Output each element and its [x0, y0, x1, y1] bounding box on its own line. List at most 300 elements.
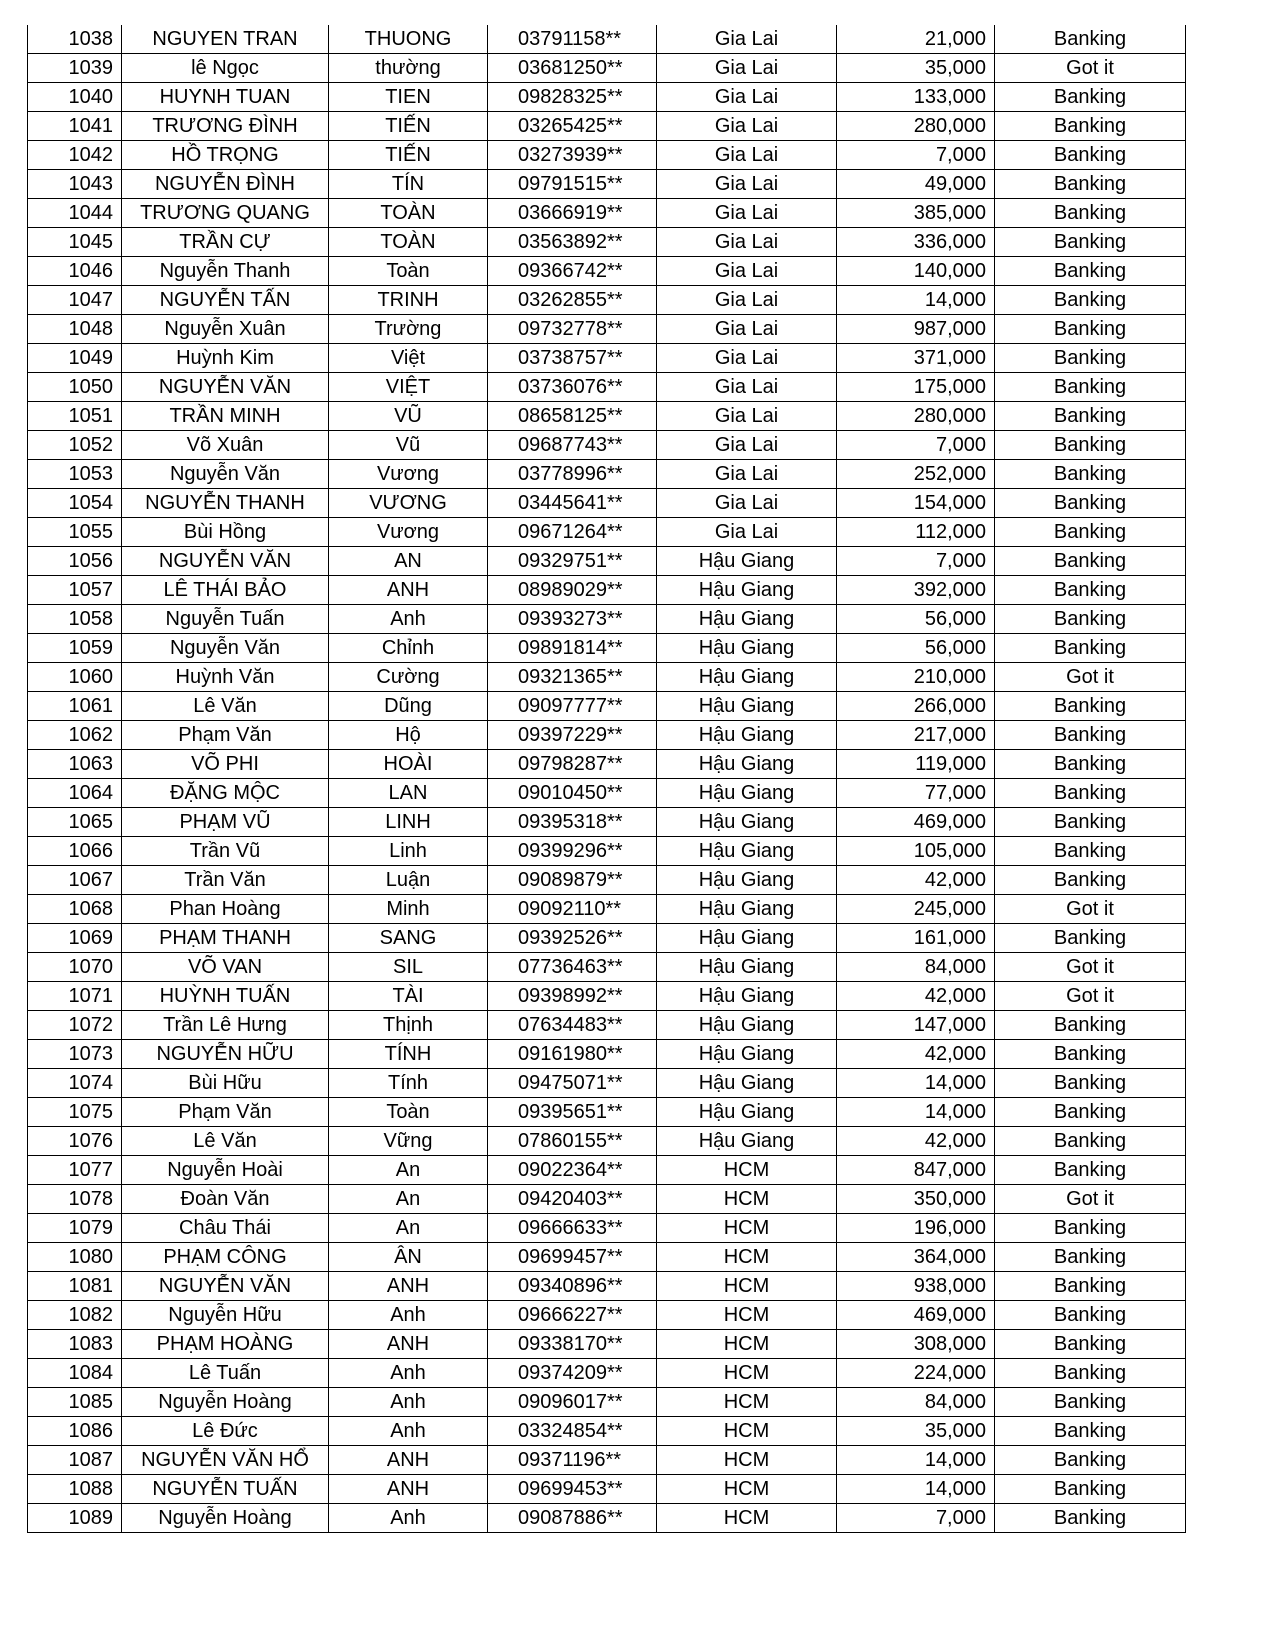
amount-cell: 938,000: [837, 1272, 995, 1301]
phone-cell: 09374209**: [488, 1359, 657, 1388]
row-number: 1047: [28, 286, 122, 315]
row-number: 1085: [28, 1388, 122, 1417]
phone-cell: 09798287**: [488, 750, 657, 779]
province-cell: Hậu Giang: [657, 1098, 837, 1127]
phone-cell: 09791515**: [488, 170, 657, 199]
surname-cell: VÕ PHI: [122, 750, 329, 779]
surname-cell: PHẠM CÔNG: [122, 1243, 329, 1272]
amount-cell: 987,000: [837, 315, 995, 344]
table-row: [28, 1330, 1186, 1359]
method-cell: Banking: [995, 402, 1186, 431]
phone-cell: 03666919**: [488, 199, 657, 228]
given-name-cell: Vương: [329, 518, 488, 547]
given-name-cell: An: [329, 1214, 488, 1243]
phone-cell: 09096017**: [488, 1388, 657, 1417]
province-cell: Hậu Giang: [657, 1040, 837, 1069]
table-row: [28, 1127, 1186, 1156]
given-name-cell: LINH: [329, 808, 488, 837]
table-row: [28, 866, 1186, 895]
method-cell: Banking: [995, 1214, 1186, 1243]
row-number: 1044: [28, 199, 122, 228]
surname-cell: Trần Vũ: [122, 837, 329, 866]
method-cell: Banking: [995, 547, 1186, 576]
surname-cell: Võ Xuân: [122, 431, 329, 460]
phone-cell: 09687743**: [488, 431, 657, 460]
surname-cell: Nguyễn Văn: [122, 634, 329, 663]
amount-cell: 266,000: [837, 692, 995, 721]
given-name-cell: HOÀI: [329, 750, 488, 779]
row-number: 1057: [28, 576, 122, 605]
given-name-cell: THUONG: [329, 25, 488, 54]
surname-cell: ĐẶNG MỘC: [122, 779, 329, 808]
amount-cell: 56,000: [837, 605, 995, 634]
surname-cell: VÕ VAN: [122, 953, 329, 982]
method-cell: Banking: [995, 257, 1186, 286]
surname-cell: Bùi Hồng: [122, 518, 329, 547]
row-number: 1061: [28, 692, 122, 721]
method-cell: Banking: [995, 286, 1186, 315]
given-name-cell: TIẾN: [329, 112, 488, 141]
province-cell: HCM: [657, 1475, 837, 1504]
method-cell: Banking: [995, 431, 1186, 460]
table-row: [28, 1272, 1186, 1301]
amount-cell: 469,000: [837, 1301, 995, 1330]
row-number: 1055: [28, 518, 122, 547]
method-cell: Banking: [995, 1040, 1186, 1069]
province-cell: Hậu Giang: [657, 982, 837, 1011]
phone-cell: 09395318**: [488, 808, 657, 837]
amount-cell: 42,000: [837, 982, 995, 1011]
amount-cell: 196,000: [837, 1214, 995, 1243]
phone-cell: 09666633**: [488, 1214, 657, 1243]
province-cell: Gia Lai: [657, 83, 837, 112]
row-number: 1070: [28, 953, 122, 982]
row-number: 1060: [28, 663, 122, 692]
method-cell: Banking: [995, 141, 1186, 170]
row-number: 1038: [28, 25, 122, 54]
given-name-cell: ÂN: [329, 1243, 488, 1272]
province-cell: Gia Lai: [657, 170, 837, 199]
phone-cell: 09087886**: [488, 1504, 657, 1533]
table-row: [28, 692, 1186, 721]
method-cell: Banking: [995, 692, 1186, 721]
method-cell: Banking: [995, 83, 1186, 112]
phone-cell: 09161980**: [488, 1040, 657, 1069]
given-name-cell: TÀI: [329, 982, 488, 1011]
amount-cell: 147,000: [837, 1011, 995, 1040]
table-row: [28, 1011, 1186, 1040]
method-cell: Banking: [995, 518, 1186, 547]
table-row: [28, 605, 1186, 634]
province-cell: Gia Lai: [657, 489, 837, 518]
given-name-cell: Minh: [329, 895, 488, 924]
given-name-cell: Toàn: [329, 1098, 488, 1127]
table-row: [28, 779, 1186, 808]
row-number: 1062: [28, 721, 122, 750]
method-cell: Banking: [995, 344, 1186, 373]
table-row: [28, 228, 1186, 257]
amount-cell: 7,000: [837, 547, 995, 576]
table-row: [28, 257, 1186, 286]
phone-cell: 09329751**: [488, 547, 657, 576]
row-number: 1065: [28, 808, 122, 837]
province-cell: Gia Lai: [657, 518, 837, 547]
amount-cell: 35,000: [837, 54, 995, 83]
row-number: 1059: [28, 634, 122, 663]
row-number: 1089: [28, 1504, 122, 1533]
surname-cell: Phạm Văn: [122, 721, 329, 750]
phone-cell: 03791158**: [488, 25, 657, 54]
row-number: 1072: [28, 1011, 122, 1040]
method-cell: Got it: [995, 663, 1186, 692]
province-cell: HCM: [657, 1185, 837, 1214]
table-row: [28, 895, 1186, 924]
table-row: [28, 750, 1186, 779]
surname-cell: HỒ TRỌNG: [122, 141, 329, 170]
method-cell: Banking: [995, 779, 1186, 808]
province-cell: Hậu Giang: [657, 750, 837, 779]
table-row: [28, 1040, 1186, 1069]
phone-cell: 09398992**: [488, 982, 657, 1011]
row-number: 1039: [28, 54, 122, 83]
table-row: [28, 1417, 1186, 1446]
phone-cell: 03273939**: [488, 141, 657, 170]
amount-cell: 210,000: [837, 663, 995, 692]
amount-cell: 77,000: [837, 779, 995, 808]
surname-cell: PHẠM HOÀNG: [122, 1330, 329, 1359]
method-cell: Banking: [995, 576, 1186, 605]
surname-cell: Nguyễn Thanh: [122, 257, 329, 286]
phone-cell: 07634483**: [488, 1011, 657, 1040]
table-row: [28, 315, 1186, 344]
amount-cell: 252,000: [837, 460, 995, 489]
table-row: [28, 518, 1186, 547]
surname-cell: Nguyễn Hữu: [122, 1301, 329, 1330]
table-row: [28, 1301, 1186, 1330]
surname-cell: TRẦN CỰ: [122, 228, 329, 257]
surname-cell: Nguyễn Hoàng: [122, 1388, 329, 1417]
amount-cell: 133,000: [837, 83, 995, 112]
surname-cell: NGUYỄN VĂN: [122, 1272, 329, 1301]
surname-cell: TRƯƠNG QUANG: [122, 199, 329, 228]
row-number: 1048: [28, 315, 122, 344]
method-cell: Banking: [995, 1446, 1186, 1475]
method-cell: Banking: [995, 750, 1186, 779]
row-number: 1079: [28, 1214, 122, 1243]
amount-cell: 280,000: [837, 402, 995, 431]
amount-cell: 49,000: [837, 170, 995, 199]
amount-cell: 21,000: [837, 25, 995, 54]
phone-cell: 03736076**: [488, 373, 657, 402]
given-name-cell: TRINH: [329, 286, 488, 315]
method-cell: Banking: [995, 837, 1186, 866]
row-number: 1053: [28, 460, 122, 489]
row-number: 1084: [28, 1359, 122, 1388]
province-cell: Gia Lai: [657, 373, 837, 402]
given-name-cell: ANH: [329, 576, 488, 605]
province-cell: HCM: [657, 1330, 837, 1359]
phone-cell: 09671264**: [488, 518, 657, 547]
given-name-cell: Thịnh: [329, 1011, 488, 1040]
row-number: 1069: [28, 924, 122, 953]
given-name-cell: TOÀN: [329, 228, 488, 257]
row-number: 1067: [28, 866, 122, 895]
table-row: [28, 54, 1186, 83]
row-number: 1054: [28, 489, 122, 518]
phone-cell: 09828325**: [488, 83, 657, 112]
province-cell: Gia Lai: [657, 315, 837, 344]
phone-cell: 09092110**: [488, 895, 657, 924]
given-name-cell: TÍNH: [329, 1040, 488, 1069]
province-cell: Gia Lai: [657, 228, 837, 257]
amount-cell: 469,000: [837, 808, 995, 837]
given-name-cell: Vững: [329, 1127, 488, 1156]
method-cell: Banking: [995, 112, 1186, 141]
row-number: 1074: [28, 1069, 122, 1098]
amount-cell: 42,000: [837, 1040, 995, 1069]
province-cell: Hậu Giang: [657, 779, 837, 808]
province-cell: HCM: [657, 1417, 837, 1446]
row-number: 1077: [28, 1156, 122, 1185]
province-cell: Hậu Giang: [657, 895, 837, 924]
given-name-cell: Anh: [329, 1504, 488, 1533]
province-cell: Gia Lai: [657, 402, 837, 431]
phone-cell: 09475071**: [488, 1069, 657, 1098]
table-row: [28, 1243, 1186, 1272]
province-cell: HCM: [657, 1156, 837, 1185]
province-cell: Gia Lai: [657, 25, 837, 54]
surname-cell: Lê Tuấn: [122, 1359, 329, 1388]
surname-cell: Đoàn Văn: [122, 1185, 329, 1214]
surname-cell: Châu Thái: [122, 1214, 329, 1243]
province-cell: Hậu Giang: [657, 576, 837, 605]
province-cell: Hậu Giang: [657, 605, 837, 634]
surname-cell: Lê Đức: [122, 1417, 329, 1446]
phone-cell: 09420403**: [488, 1185, 657, 1214]
row-number: 1083: [28, 1330, 122, 1359]
method-cell: Banking: [995, 460, 1186, 489]
given-name-cell: Hộ: [329, 721, 488, 750]
table-row: [28, 1214, 1186, 1243]
province-cell: Hậu Giang: [657, 547, 837, 576]
province-cell: Hậu Giang: [657, 1011, 837, 1040]
given-name-cell: Vương: [329, 460, 488, 489]
table-row: [28, 837, 1186, 866]
province-cell: Hậu Giang: [657, 1069, 837, 1098]
table-row: [28, 1069, 1186, 1098]
method-cell: Banking: [995, 1243, 1186, 1272]
given-name-cell: Anh: [329, 1359, 488, 1388]
given-name-cell: Dũng: [329, 692, 488, 721]
amount-cell: 42,000: [837, 866, 995, 895]
given-name-cell: Việt: [329, 344, 488, 373]
table-row: [28, 953, 1186, 982]
province-cell: Hậu Giang: [657, 1127, 837, 1156]
phone-cell: 09366742**: [488, 257, 657, 286]
amount-cell: 154,000: [837, 489, 995, 518]
amount-cell: 350,000: [837, 1185, 995, 1214]
surname-cell: lê Ngọc: [122, 54, 329, 83]
province-cell: HCM: [657, 1446, 837, 1475]
table-row: [28, 576, 1186, 605]
row-number: 1049: [28, 344, 122, 373]
given-name-cell: ANH: [329, 1272, 488, 1301]
phone-cell: 09089879**: [488, 866, 657, 895]
province-cell: Gia Lai: [657, 199, 837, 228]
surname-cell: Lê Văn: [122, 1127, 329, 1156]
province-cell: Hậu Giang: [657, 837, 837, 866]
surname-cell: HUYNH TUAN: [122, 83, 329, 112]
amount-cell: 308,000: [837, 1330, 995, 1359]
table-row: [28, 373, 1186, 402]
surname-cell: HUỲNH TUẤN: [122, 982, 329, 1011]
phone-cell: 09392526**: [488, 924, 657, 953]
amount-cell: 105,000: [837, 837, 995, 866]
table-row: [28, 170, 1186, 199]
surname-cell: PHẠM VŨ: [122, 808, 329, 837]
method-cell: Banking: [995, 373, 1186, 402]
table-row: [28, 1156, 1186, 1185]
given-name-cell: Anh: [329, 1417, 488, 1446]
amount-cell: 14,000: [837, 1446, 995, 1475]
table-row: [28, 547, 1186, 576]
given-name-cell: AN: [329, 547, 488, 576]
given-name-cell: SANG: [329, 924, 488, 953]
method-cell: Banking: [995, 1069, 1186, 1098]
surname-cell: Huỳnh Kim: [122, 344, 329, 373]
surname-cell: NGUYỄN HỮU: [122, 1040, 329, 1069]
amount-cell: 280,000: [837, 112, 995, 141]
method-cell: Banking: [995, 315, 1186, 344]
surname-cell: Nguyễn Hoài: [122, 1156, 329, 1185]
method-cell: Banking: [995, 1156, 1186, 1185]
table-row: [28, 1359, 1186, 1388]
province-cell: Gia Lai: [657, 344, 837, 373]
given-name-cell: Anh: [329, 1301, 488, 1330]
amount-cell: 217,000: [837, 721, 995, 750]
method-cell: Banking: [995, 1330, 1186, 1359]
surname-cell: Trần Văn: [122, 866, 329, 895]
phone-cell: 09699453**: [488, 1475, 657, 1504]
method-cell: Banking: [995, 489, 1186, 518]
amount-cell: 7,000: [837, 431, 995, 460]
given-name-cell: Linh: [329, 837, 488, 866]
surname-cell: TRƯƠNG ĐÌNH: [122, 112, 329, 141]
province-cell: Gia Lai: [657, 460, 837, 489]
method-cell: Banking: [995, 634, 1186, 663]
surname-cell: NGUYỄN THANH: [122, 489, 329, 518]
table-row: [28, 141, 1186, 170]
phone-cell: 09393273**: [488, 605, 657, 634]
surname-cell: NGUYỄN TUẤN: [122, 1475, 329, 1504]
surname-cell: Phạm Văn: [122, 1098, 329, 1127]
amount-cell: 84,000: [837, 953, 995, 982]
amount-cell: 7,000: [837, 141, 995, 170]
province-cell: Gia Lai: [657, 141, 837, 170]
given-name-cell: TIẾN: [329, 141, 488, 170]
method-cell: Banking: [995, 605, 1186, 634]
table-row: [28, 924, 1186, 953]
amount-cell: 392,000: [837, 576, 995, 605]
method-cell: Banking: [995, 866, 1186, 895]
amount-cell: 84,000: [837, 1388, 995, 1417]
surname-cell: PHẠM THANH: [122, 924, 329, 953]
province-cell: HCM: [657, 1214, 837, 1243]
row-number: 1081: [28, 1272, 122, 1301]
table-row: [28, 431, 1186, 460]
phone-cell: 03265425**: [488, 112, 657, 141]
phone-cell: 09397229**: [488, 721, 657, 750]
table-body: [28, 25, 1186, 1533]
province-cell: Gia Lai: [657, 431, 837, 460]
surname-cell: NGUYỄN VĂN: [122, 373, 329, 402]
method-cell: Banking: [995, 1388, 1186, 1417]
given-name-cell: Cường: [329, 663, 488, 692]
phone-cell: 07736463**: [488, 953, 657, 982]
given-name-cell: VƯƠNG: [329, 489, 488, 518]
phone-cell: 09022364**: [488, 1156, 657, 1185]
given-name-cell: ANH: [329, 1475, 488, 1504]
method-cell: Banking: [995, 199, 1186, 228]
method-cell: Banking: [995, 170, 1186, 199]
method-cell: Banking: [995, 1359, 1186, 1388]
table-row: [28, 808, 1186, 837]
method-cell: Banking: [995, 228, 1186, 257]
phone-cell: 09699457**: [488, 1243, 657, 1272]
province-cell: Hậu Giang: [657, 953, 837, 982]
table-row: [28, 1098, 1186, 1127]
table-row: [28, 1185, 1186, 1214]
row-number: 1041: [28, 112, 122, 141]
row-number: 1066: [28, 837, 122, 866]
given-name-cell: ANH: [329, 1330, 488, 1359]
amount-cell: 112,000: [837, 518, 995, 547]
phone-cell: 09340896**: [488, 1272, 657, 1301]
method-cell: Got it: [995, 953, 1186, 982]
surname-cell: Nguyễn Hoàng: [122, 1504, 329, 1533]
province-cell: HCM: [657, 1243, 837, 1272]
table-row: [28, 83, 1186, 112]
surname-cell: Trần Lê Hưng: [122, 1011, 329, 1040]
row-number: 1058: [28, 605, 122, 634]
table-row: [28, 112, 1186, 141]
row-number: 1046: [28, 257, 122, 286]
amount-cell: 7,000: [837, 1504, 995, 1533]
surname-cell: Nguyễn Tuấn: [122, 605, 329, 634]
row-number: 1068: [28, 895, 122, 924]
amount-cell: 364,000: [837, 1243, 995, 1272]
phone-cell: 09732778**: [488, 315, 657, 344]
given-name-cell: Chỉnh: [329, 634, 488, 663]
province-cell: Gia Lai: [657, 54, 837, 83]
method-cell: Banking: [995, 1504, 1186, 1533]
province-cell: Gia Lai: [657, 257, 837, 286]
phone-cell: 09891814**: [488, 634, 657, 663]
phone-cell: 09666227**: [488, 1301, 657, 1330]
row-number: 1051: [28, 402, 122, 431]
row-number: 1056: [28, 547, 122, 576]
table-row: [28, 344, 1186, 373]
surname-cell: NGUYỄN VĂN HỔ: [122, 1446, 329, 1475]
amount-cell: 371,000: [837, 344, 995, 373]
surname-cell: LÊ THÁI BẢO: [122, 576, 329, 605]
given-name-cell: TOÀN: [329, 199, 488, 228]
method-cell: Got it: [995, 895, 1186, 924]
given-name-cell: VŨ: [329, 402, 488, 431]
method-cell: Got it: [995, 982, 1186, 1011]
table-row: [28, 1475, 1186, 1504]
surname-cell: NGUYỄN ĐÌNH: [122, 170, 329, 199]
